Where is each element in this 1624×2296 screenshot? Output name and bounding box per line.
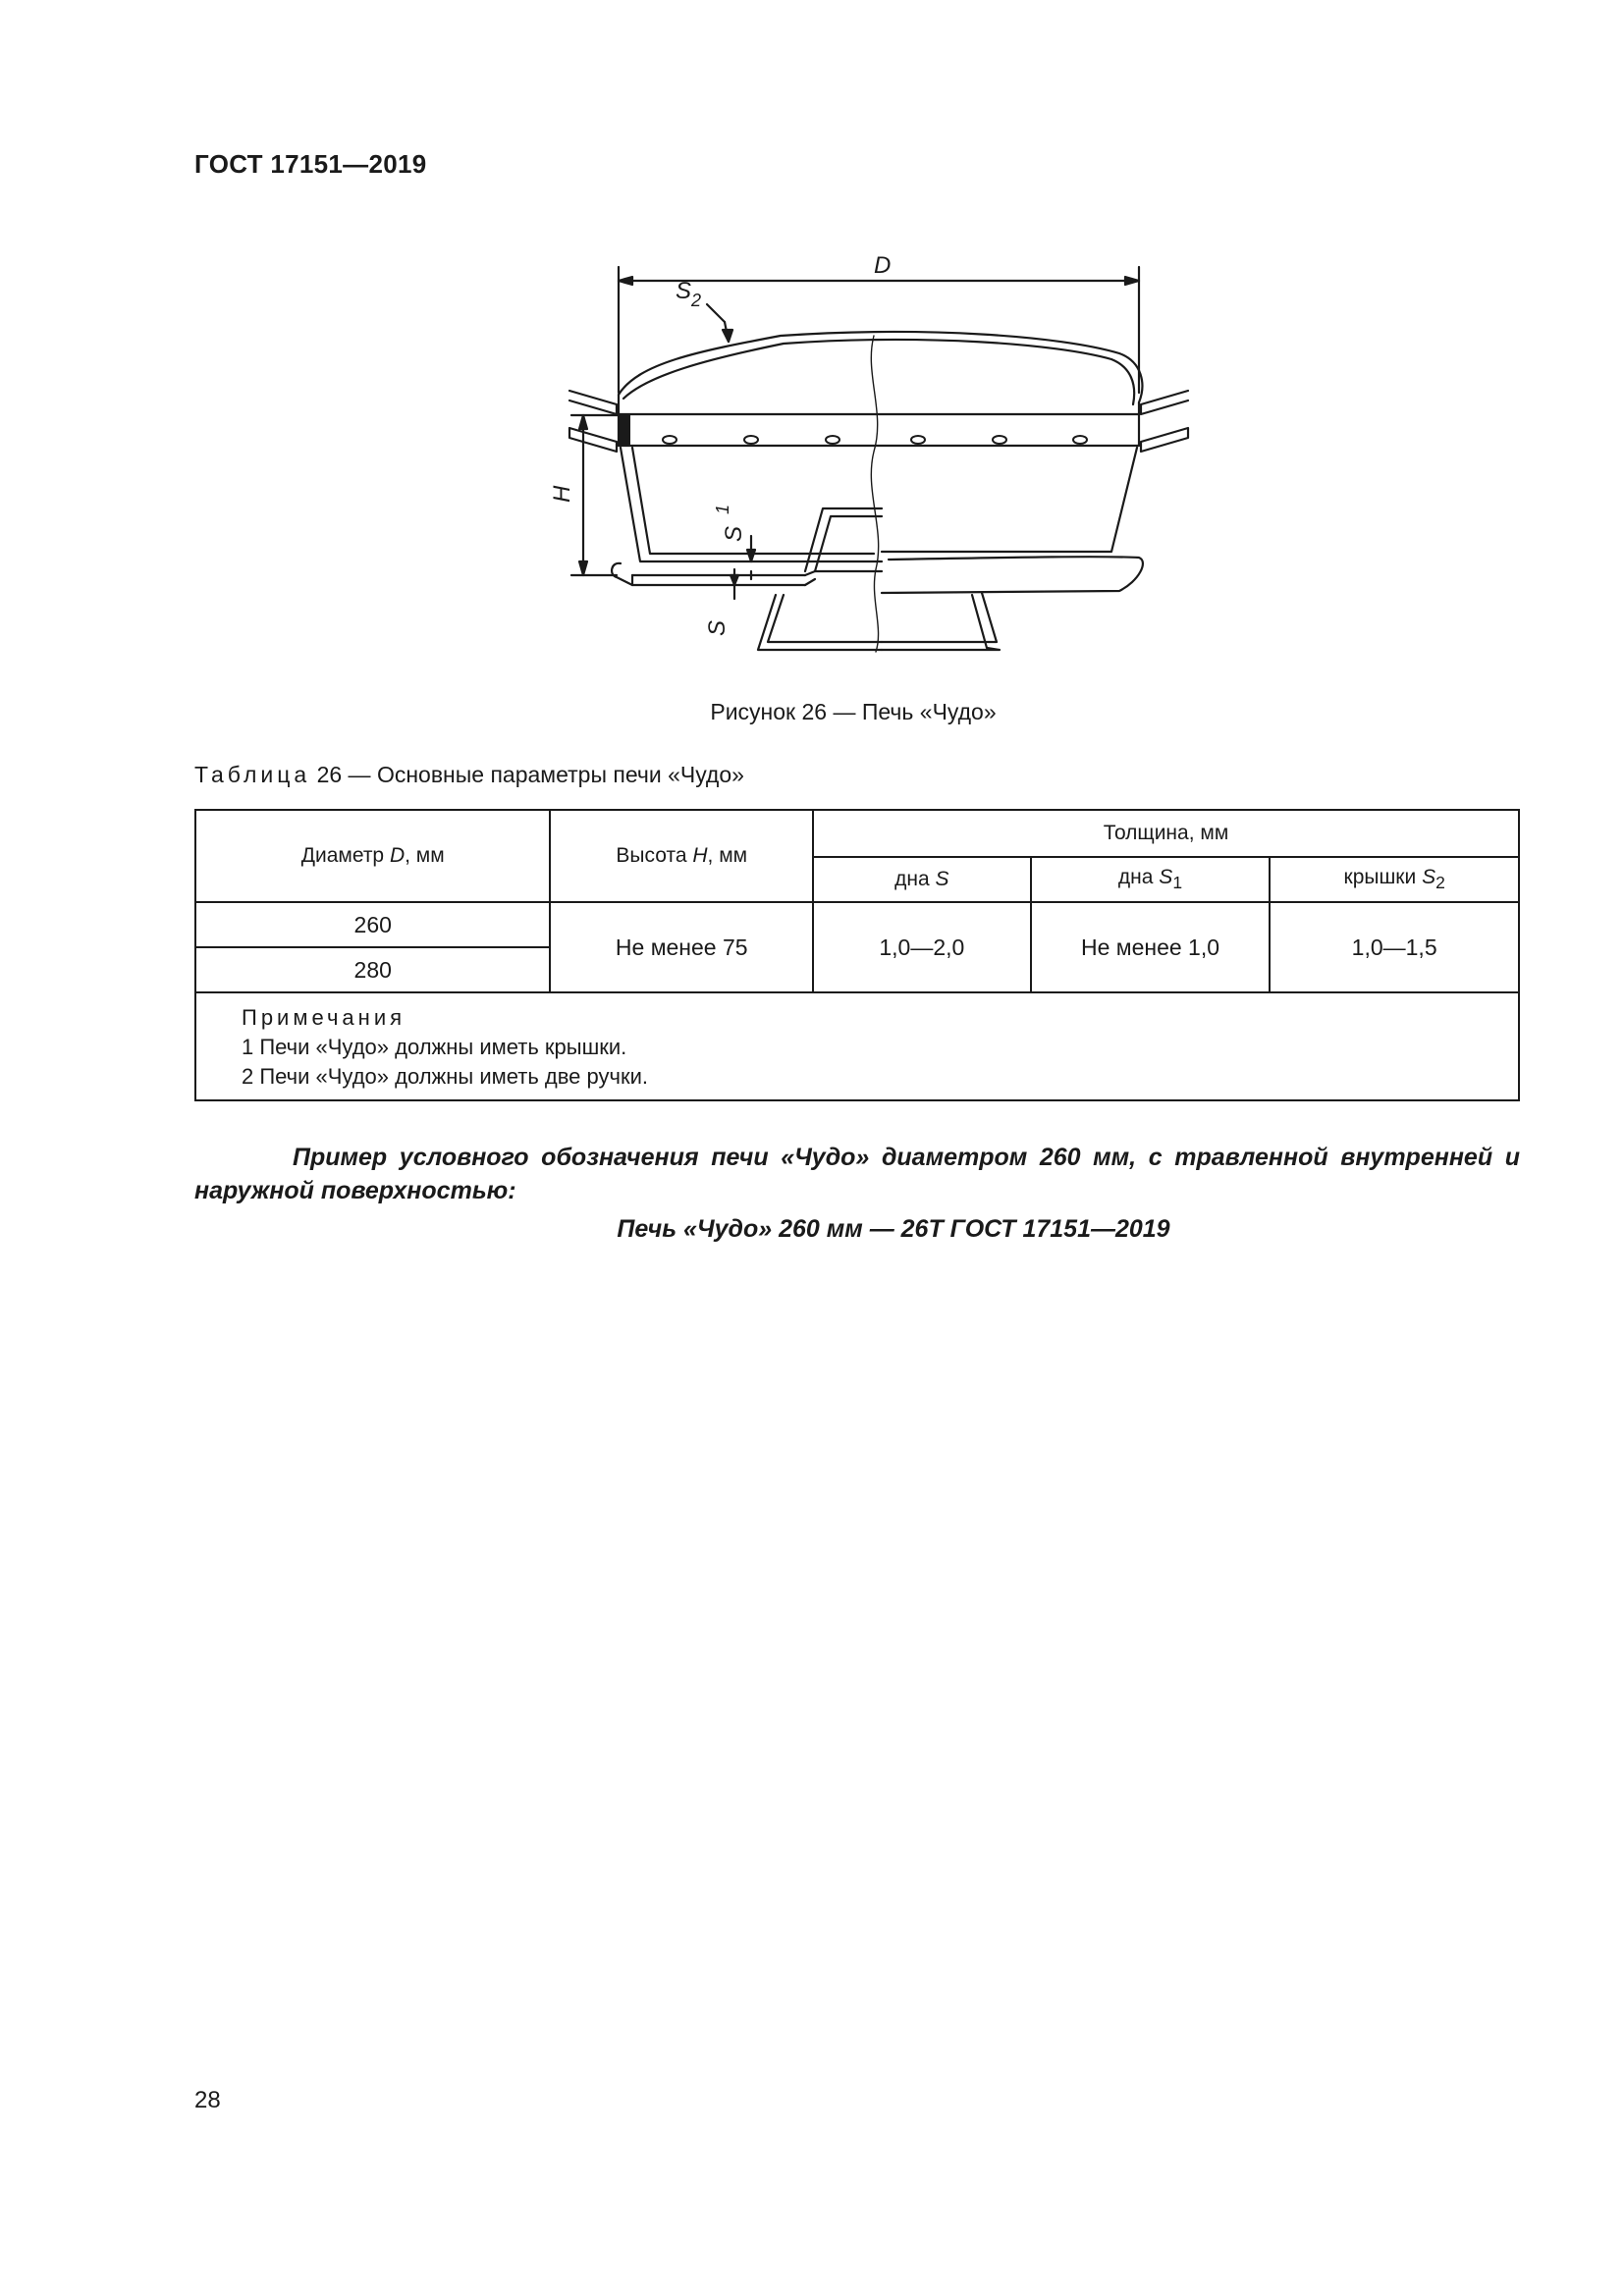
label-S1-sub: 1 bbox=[713, 504, 732, 514]
table-caption-text: 26 — Основные параметры печи «Чудо» bbox=[310, 762, 744, 787]
label-D: D bbox=[874, 252, 892, 279]
document-header: ГОСТ 17151—2019 bbox=[194, 149, 427, 179]
table-caption-prefix: Таблица bbox=[194, 762, 311, 787]
lid-band-section bbox=[619, 414, 630, 446]
label-H: H bbox=[549, 485, 575, 503]
cell-bottom-s: 1,0—2,0 bbox=[813, 902, 1031, 992]
note-2: 2 Печи «Чудо» должны иметь две ручки. bbox=[242, 1064, 649, 1089]
page-number: 28 bbox=[194, 2087, 221, 2113]
cell-bottom-s1: Не менее 1,0 bbox=[1031, 902, 1271, 992]
header-height: Высота H, мм bbox=[550, 810, 813, 902]
figure-oven-drawing bbox=[511, 245, 1198, 667]
header-thickness: Толщина, мм bbox=[813, 810, 1519, 857]
cell-diameter-280: 280 bbox=[195, 947, 550, 992]
label-S: S bbox=[704, 619, 731, 636]
cell-height: Не менее 75 bbox=[550, 902, 813, 992]
header-bottom-s1: дна $S_1$ bbox=[1031, 857, 1271, 902]
designation-example: Пример условного обозначения печи «Чудо» диаметром 260 мм, с травленной внутренней и наружной поверхностью: bbox=[194, 1144, 1520, 1204]
table-caption bbox=[194, 762, 744, 788]
table-notes bbox=[195, 992, 1519, 1100]
header-lid-s2: крышки $S_2$ bbox=[1270, 857, 1519, 902]
label-S1: S bbox=[721, 525, 747, 542]
note-1: 1 Печи «Чудо» должны иметь крышки. bbox=[242, 1035, 627, 1059]
parameters-table bbox=[194, 809, 1520, 1101]
cell-diameter-260: 260 bbox=[195, 902, 550, 947]
oven-technical-drawing bbox=[511, 245, 1198, 667]
designation-line: Печь «Чудо» 260 мм — 26Т ГОСТ 17151—2019 bbox=[617, 1215, 1170, 1243]
label-S2: S bbox=[676, 278, 692, 304]
header-bottom-s: дна S bbox=[813, 857, 1031, 902]
notes-title: Примечания bbox=[242, 1005, 406, 1030]
label-S2-sub: 2 bbox=[691, 291, 702, 310]
figure-caption: Рисунок 26 — Печь «Чудо» bbox=[710, 699, 997, 724]
header-diameter: Диаметр D, мм bbox=[195, 810, 550, 902]
cell-lid-s2: 1,0—1,5 bbox=[1270, 902, 1519, 992]
